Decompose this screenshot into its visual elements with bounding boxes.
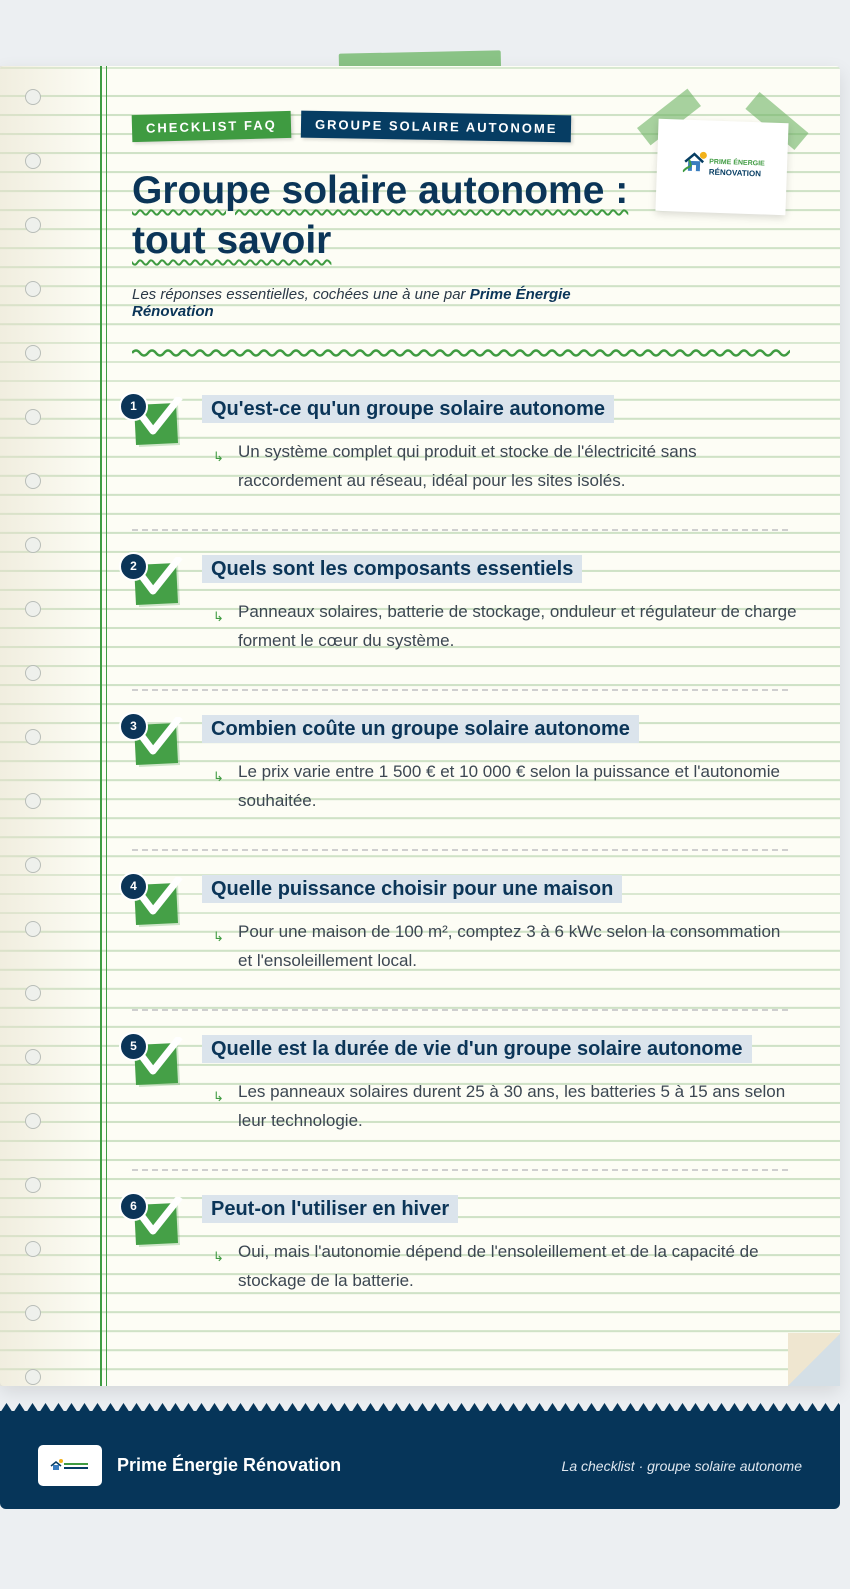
margin-line-inner — [106, 66, 107, 1386]
binding-hole — [25, 537, 41, 553]
faq-answer: Un système complet qui produit et stocke de l'électricité sans raccordement au réseau, idéal pour les sites isolés. — [238, 442, 697, 490]
binding-hole — [25, 217, 41, 233]
subtitle-text: Les réponses essentielles, cochées une à une par — [132, 286, 470, 303]
arrow-bullet-icon: ↳ — [213, 449, 224, 464]
binding-hole — [25, 1049, 41, 1065]
binding-hole — [25, 1177, 41, 1193]
footer-brand: Prime Énergie Rénovation — [117, 1455, 342, 1475]
item-number-badge: 5 — [119, 1032, 148, 1061]
arrow-bullet-icon: ↳ — [213, 609, 224, 624]
binding-hole — [25, 473, 41, 489]
item-number-badge: 2 — [119, 552, 148, 581]
binding-hole — [25, 793, 41, 809]
faq-answer: Oui, mais l'autonomie dépend de l'ensoleillement et de la capacité de stockage de la batterie. — [238, 1242, 759, 1290]
arrow-bullet-icon: ↳ — [213, 1089, 224, 1104]
dashed-separator — [132, 689, 788, 691]
arrow-bullet-icon: ↳ — [213, 1249, 224, 1264]
item-number-badge: 6 — [119, 1192, 148, 1221]
binding-hole — [25, 345, 41, 361]
faq-question: Qu'est-ce qu'un groupe solaire autonome — [202, 395, 614, 423]
tag-checklist-faq: CHECKLIST FAQ — [132, 111, 291, 142]
binding-hole — [25, 857, 41, 873]
arrow-bullet-icon: ↳ — [213, 769, 224, 784]
tag-topic: GROUPE SOLAIRE AUTONOME — [301, 111, 572, 143]
faq-question: Quels sont les composants essentiels — [202, 555, 582, 583]
item-number-badge: 3 — [119, 712, 148, 741]
faq-question: Quelle puissance choisir pour une maison — [202, 875, 622, 903]
page-curl — [788, 1333, 840, 1386]
binding-hole — [25, 985, 41, 1001]
subtitle-brand: Prime Énergie Rénovation — [132, 286, 571, 320]
footer-logo — [38, 1445, 102, 1486]
footer-tagline: La checklist · groupe solaire autonome — [561, 1458, 802, 1474]
item-number-badge: 1 — [119, 392, 148, 421]
binding-hole — [25, 1305, 41, 1321]
faq-answer: Le prix varie entre 1 500 € et 10 000 € selon la puissance et l'autonomie souhaitée. — [238, 762, 780, 810]
faq-answer: Pour une maison de 100 m², comptez 3 à 6 kWc selon la consommation et l'ensoleillement local. — [238, 922, 781, 970]
house-solar-icon — [38, 1445, 102, 1486]
logo-text-bottom: RÉNOVATION — [708, 167, 762, 179]
footer — [0, 1411, 840, 1509]
arrow-bullet-icon: ↳ — [213, 929, 224, 944]
binding-hole — [25, 1241, 41, 1257]
dashed-separator — [132, 849, 788, 851]
binding-hole — [25, 409, 41, 425]
faq-answer: Panneaux solaires, batterie de stockage, onduleur et régulateur de charge forment le cœur du système. — [238, 602, 797, 650]
binding-hole — [25, 1369, 41, 1385]
binding-hole — [25, 281, 41, 297]
binding-hole — [25, 1113, 41, 1129]
binding-hole — [25, 729, 41, 745]
binding-hole — [25, 89, 41, 105]
dashed-separator — [132, 1009, 788, 1011]
item-number-badge: 4 — [119, 872, 148, 901]
binding-hole — [25, 921, 41, 937]
faq-question: Peut-on l'utiliser en hiver — [202, 1195, 458, 1223]
dashed-separator — [132, 529, 788, 531]
faq-question: Quelle est la durée de vie d'un groupe solaire autonome — [202, 1035, 752, 1063]
page-title — [132, 166, 692, 266]
title-line-1: Groupe solaire autonome : — [132, 169, 629, 212]
faq-answer: Les panneaux solaires durent 25 à 30 ans, les batteries 5 à 15 ans selon leur technologie. — [238, 1082, 786, 1130]
binding-hole — [25, 665, 41, 681]
logo-text-top: PRIME ÉNERGIE — [709, 158, 765, 168]
page-subtitle — [132, 286, 612, 320]
binding-hole — [25, 153, 41, 169]
title-line-2: tout savoir — [132, 219, 332, 262]
wavy-divider — [132, 346, 790, 360]
page-binding — [0, 66, 100, 1386]
faq-question: Combien coûte un groupe solaire autonome — [202, 715, 639, 743]
margin-line — [100, 66, 102, 1386]
dashed-separator — [132, 1169, 788, 1171]
binding-hole — [25, 601, 41, 617]
